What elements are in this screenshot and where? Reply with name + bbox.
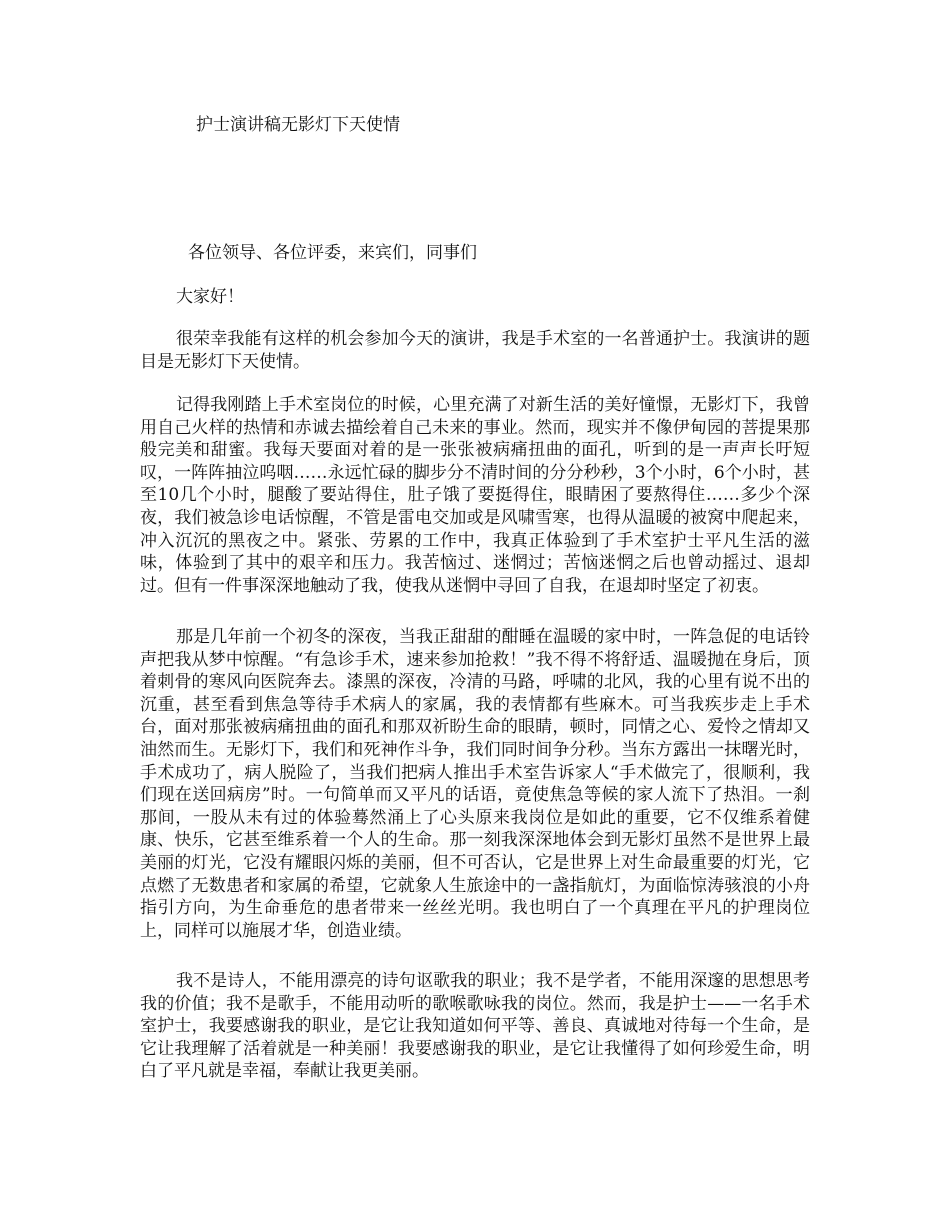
body-paragraph: 很荣幸我能有这样的机会参加今天的演讲，我是手术室的一名普通护士。我演讲的题目是无影灯下天使情。 [140,329,810,372]
body-paragraph: 我不是诗人，不能用漂亮的诗句讴歌我的职业；我不是学者，不能用深邃的思想思考我的价值；我不是歌手，不能用动听的歌喉歌咏我的岗位。然而，我是护士——一名手术室护士，我要感谢我的职业，是它让我知道如何平等、善良、真诚地对待每一个生命，是它让我理解了活着就是一种美丽！我要感谢我的职业，是它让我懂得了如何珍爱生命，明白了平凡就是幸福，奉献让我更美丽。 [140,971,810,1082]
salutation-line: 各位领导、各位评委，来宾们，同事们 [188,243,477,263]
body-paragraph: 记得我刚踏上手术室岗位的时候，心里充满了对新生活的美好憧憬，无影灯下，我曾用自己火样的热情和赤诚去描绘着自己未来的事业。然而，现实并不像伊甸园的菩提果那般完美和甜蜜。我每天要面对着的是一张张被病痛扭曲的面孔，听到的是一声声长吁短叹，一阵阵抽泣呜咽……永远忙碌的脚步分不清时间的分分秒秒，3个小时，6个小时，甚至10几个小时，腿酸了要站得住，肚子饿了要挺得住，眼睛困了要熬得住……多少个深夜，我们被急诊电话惊醒，不管是雷电交加或是风啸雪寒，也得从温暖的被窝中爬起来，冲入沉沉的黑夜之中。紧张、劳累的工作中，我真正体验到了手术室护士平凡生活的滋味，体验到了其中的艰辛和压力。我苦恼过、迷惘过；苦恼迷惘之后也曾动摇过、退却过。但有一件事深深地触动了我，使我从迷惘中寻回了自我，在退却时坚定了初衷。 [140,395,810,596]
greeting-line: 大家好！ [176,287,244,307]
body-paragraph: 那是几年前一个初冬的深夜，当我正甜甜的酣睡在温暖的家中时，一阵急促的电话铃声把我从梦中惊醒。“有急诊手术，速来参加抢救！”我不得不将舒适、温暖抛在身后，顶着刺骨的寒风向医院奔去。漆黑的深夜，冷清的马路，呼啸的北风，我的心里有说不出的沉重，甚至看到焦急等待手术病人的家属，我的表情都有些麻木。可当我疾步走上手术台，面对那张被病痛扭曲的面孔和那双祈盼生命的眼睛，顿时，同情之心、爱怜之情却又油然而生。无影灯下，我们和死神作斗争，我们同时间争分秒。当东方露出一抹曙光时，手术成功了，病人脱险了，当我们把病人推出手术室告诉家人“手术做完了，很顺利，我们现在送回病房”时。一句简单而又平凡的话语，竟使焦急等候的家人流下了热泪。一刹那间，一股从未有过的体验蓦然涌上了心头原来我岗位是如此的重要，它不仅维系着健康、快乐，它甚至维系着一个人的生命。那一刻我深深地体会到无影灯虽然不是世界上最美丽的灯光，它没有耀眼闪烁的美丽，但不可否认，它是世界上对生命最重要的灯光，它点燃了无数患者和家属的希望，它就象人生旅途中的一盏指航灯，为面临惊涛骇浪的小舟指引方向，为生命垂危的患者带来一丝丝光明。我也明白了一个真理在平凡的护理岗位上，同样可以施展才华，创造业绩。 [140,627,810,941]
document-title: 护士演讲稿无影灯下天使情 [196,115,400,135]
